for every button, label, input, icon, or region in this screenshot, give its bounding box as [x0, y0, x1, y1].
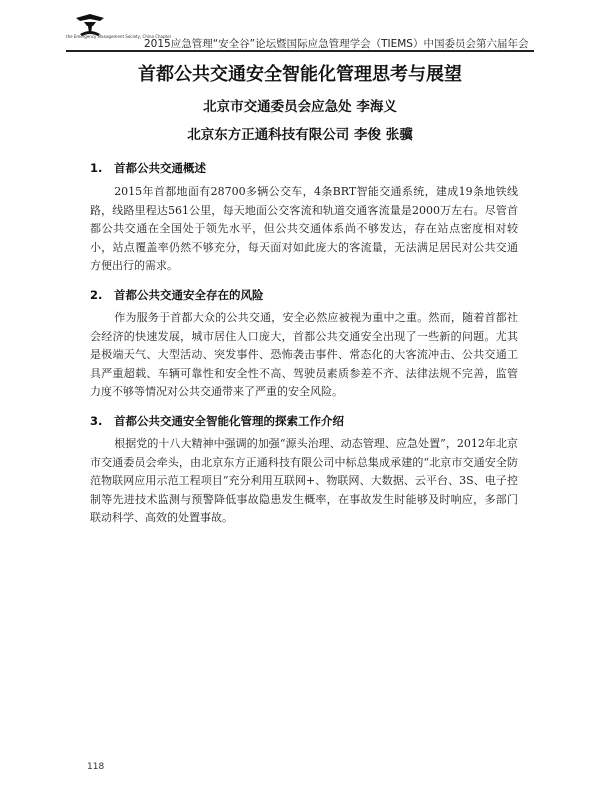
author-line-2: 北京东方正通科技有限公司 李俊 张骥: [187, 127, 413, 143]
running-title: 2015应急管理“安全谷”论坛暨国际应急管理学会（TIEMS）中国委员会第六届年会: [144, 38, 529, 50]
page-number: 118: [87, 762, 105, 772]
section-heading-1: [90, 160, 520, 176]
section-3-paragraph: 根据党的十八大精神中强调的加强“源头治理、动态管理、应急处置”，2012年北京市交通委员会牵头，由北京东方正通科技有限公司中标总集成承建的“北京市交通安全防范物联网应用示范工程项目”充分利用互联网+、物联网、大数据、云平台、3S、电子控制等先进技术监测与预警降低事故隐患发生概率，在事故发生时能够及时响应，多部门联动科学、高效的处置事故。: [90, 437, 518, 525]
society-logo-icon: [66, 12, 114, 48]
section-title: 首都公共交通安全存在的风险: [114, 288, 264, 302]
section-title: 首都公共交通概述: [114, 161, 206, 175]
running-header: [66, 6, 534, 52]
logo-caption: the Emergency Management Society, China Chapter: [66, 34, 172, 39]
section-heading-2: [90, 287, 520, 303]
paper-title: 首都公共交通安全智能化管理思考与展望: [138, 64, 462, 85]
section-heading-3: [90, 413, 520, 429]
section-number: 2.: [90, 288, 103, 302]
section-1-paragraph: 2015年首都地面有28700多辆公交车，4条BRT智能交通系统，建成19条地铁线路，线路里程达561公里，每天地面公交客流和轨道交通客流量是2000万左右。尽管首都公共交通在全国处于领先水平，但公共交通体系尚不够发达，存在站点密度相对较小，站点覆盖率仍然不够充分，每天面对如此庞大的客流量，无法满足居民对公共交通方便出行的需求。: [90, 185, 518, 273]
section-number: 3.: [90, 414, 103, 428]
section-number: 1.: [90, 161, 103, 175]
section-2-paragraph: 作为服务于首都大众的公共交通，安全必然应被视为重中之重。然而，随着首都社会经济的快速发展，城市居住人口庞大，首都公共交通安全出现了一些新的问题。尤其是极端天气、大型活动、突发事件、恐怖袭击事件、常态化的大客流冲击、公共交通工具严重超载、车辆可靠性和安全性不高、驾驶员素质参差不齐、法律法规不完善，监管力度不够等情况对公共交通带来了严重的安全风险。: [90, 311, 518, 399]
section-title: 首都公共交通安全智能化管理的探索工作介绍: [114, 414, 344, 428]
author-line-1: 北京市交通委员会应急处 李海义: [203, 99, 397, 115]
